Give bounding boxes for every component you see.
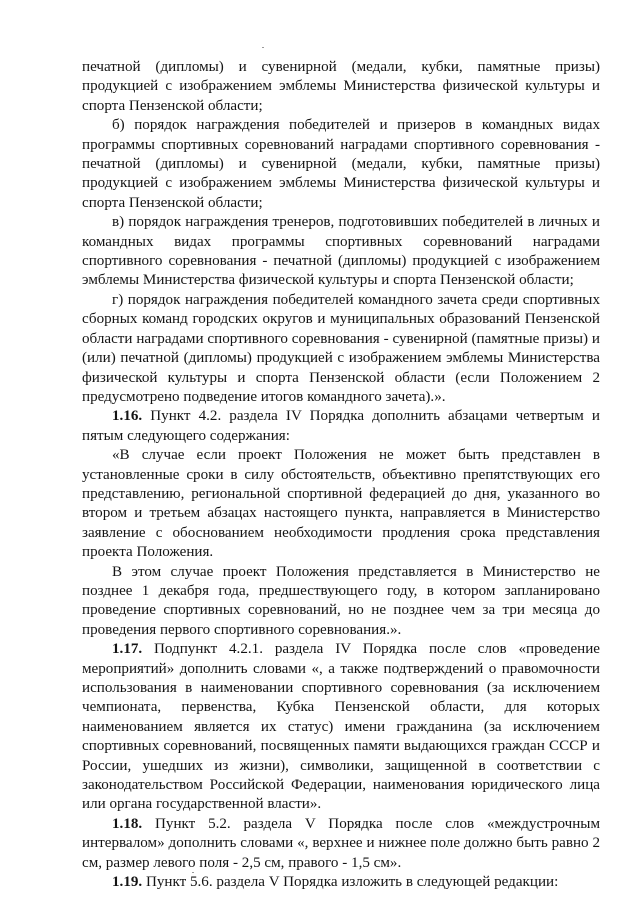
item-1-18-text: Пункт 5.2. раздела V Порядка после слов «междустрочным интервалом» дополнить словами «, верхнее и нижнее поле должно быть равно 2 см, размер левого поля - 2,5 см, правого - 1,5 см».	[82, 815, 600, 871]
item-1-19-text: Пункт 5.6. раздела V Порядка изложить в следующей редакции:	[142, 874, 559, 891]
item-1-16	[82, 407, 600, 446]
document-page	[82, 58, 600, 892]
item-1-18-number: 1.18.	[112, 815, 143, 832]
paragraph-a-continuation: печатной (дипломы) и сувенирной (медали, кубки, памятные призы) продукцией с изображением эмблемы Министерства физической культуры и спорта Пензенской области;	[82, 59, 600, 114]
quote-paragraph-1: «В случае если проект Положения не может быть представлен в установленные сроки в силу обстоятельств, объективно препятствующих его представлению, региональной спортивной федерацией до дня, указанного во втором и третьем абзацах настоящего пункта, направляется в Министерство заявление с обоснованием необходимости продления срока представления проекта Положения.	[82, 447, 600, 561]
item-1-16-text: Пункт 4.2. раздела IV Порядка дополнить абзацами четвертым и пятым следующего содержания:	[82, 408, 600, 444]
paragraph-b: б) порядок награждения победителей и призеров в командных видах программы спортивных соревнований наградами спортивного соревнования - печатной (дипломы) и сувенирной (медали, кубки, памятные призы) продукцией с изображением эмблемы Министерства физической культуры и спорта Пензенской области;	[82, 117, 600, 211]
item-1-17-number: 1.17.	[112, 641, 143, 658]
paragraph-c: в) порядок награждения тренеров, подготовивших победителей в личных и командных видах программы спортивных соревнований наградами спортивного соревнования - печатной (дипломы) продукцией с изображением эмблемы Министерства физической культуры и спорта Пензенской области;	[82, 214, 600, 289]
item-1-18	[82, 815, 600, 873]
item-1-16-number: 1.16.	[112, 408, 143, 425]
quote-paragraph-2: В этом случае проект Положения представляется в Министерство не позднее 1 декабря года, предшествующего году, в котором запланировано проведение спортивных соревнований, но не позднее чем за три месяца до проведения первого спортивного соревнования.».	[82, 563, 600, 638]
scan-speck-top	[262, 47, 264, 48]
item-1-19	[82, 873, 600, 892]
item-1-17-text: Подпункт 4.2.1. раздела IV Порядка после слов «проведение мероприятий» дополнить словами «, а также подтверждений о правомочности использования в наименовании спортивного соревнования (за исключением чемпионата, первенства, Кубка Пензенской области, для которых наименованием является их статус) имени гражданина (за исключением спортивных соревнований, посвященных памяти выдающихся граждан СССР и России, ушедших из жизни), символики, защищенной в соответствии с законодательством Российской Федерации, наименования юридического лица или органа государственной власти».	[82, 641, 600, 813]
item-1-19-number: 1.19.	[112, 874, 143, 891]
item-1-17	[82, 640, 600, 815]
paragraph-d: г) порядок награждения победителей командного зачета среди спортивных сборных команд городских округов и муниципальных образований Пензенской области наградами спортивного соревнования - сувенирной (памятные призы) и (или) печатной (дипломы) продукцией с изображением эмблемы Министерства физической культуры и спорта Пензенской области (если Положением 2 предусмотрено подведение итогов командного зачета).».	[82, 291, 600, 405]
